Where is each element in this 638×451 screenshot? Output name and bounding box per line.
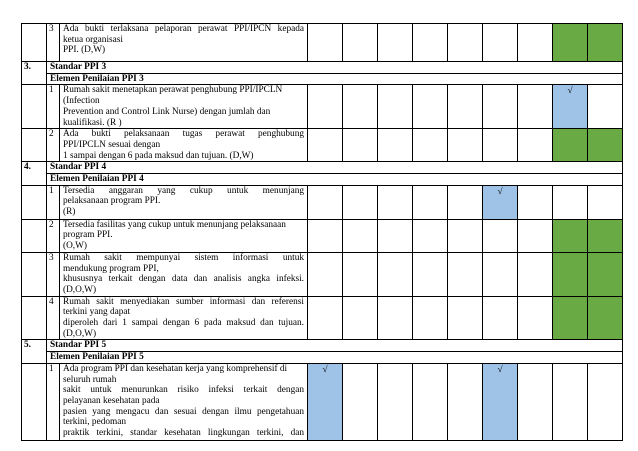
table-row [22,219,623,252]
table-row [22,363,623,440]
item-description: Rumah sakit menetapkan perawat penghubung PPI/IPCLN (Infection Prevention and Control Link Nurse) dengan jumlah dan kualifikasi. (R ) [60,85,308,129]
score-cell-green [588,296,623,340]
section-number-cell [22,24,47,62]
section-subtitle: Elemen Penilaian PPI 5 [47,352,623,364]
item-number: 3 [47,24,60,62]
section-title: Standar PPI 5 [47,340,623,352]
section-subtitle-row [22,73,623,85]
section-subtitle-row [22,352,623,364]
score-cell-green [553,296,588,340]
item-description: Tersedia fasilitas yang cukup untuk menunjang pelaksanaan program PPI. (O,W) [60,219,308,252]
section-subtitle: Elemen Penilaian PPI 3 [47,73,623,85]
item-number: 2 [47,129,60,162]
score-cell-green [553,24,588,62]
item-description: Tersedia anggaran yang cukup untuk menunjang pelaksanaan program PPI. (R) [60,185,308,219]
item-description: Rumah sakit menyediakan sumber informasi dan referensi terkini yang dapat diperoleh dari 1 sampai dengan 6 pada maksud dan tujuan. (D,O,W) [60,296,308,340]
table-row [22,185,623,219]
section-row [22,162,623,174]
check-mark: √ [483,363,518,440]
item-description: Ada bukti pelaksanaan tugas perawat penghubung PPI/IPCLN sesuai dengan 1 sampai dengan 6 pada maksud dan tujuan. (D,W) [60,129,308,162]
table-row [22,129,623,162]
item-description: Rumah sakit mempunyai sistem informasi untuk mendukung program PPI, khususnya terkait dengan data dan analisis angka infeksi. (D,O,W) [60,252,308,296]
assessment-table [21,23,623,441]
item-description: Ada program PPI dan kesehatan kerja yang komprehensif di seluruh rumah sakit untuk menurunkan risiko infeksi terkait dengan pelayanan kesehatan pada pasien yang mengacu dan sesuai dengan ilmu pengetahuan terkini, pedoman praktik terkini, standar kesehatan lingkungan terkini, dan [60,363,308,440]
check-mark: √ [553,85,588,129]
section-row [22,62,623,74]
table-row [22,252,623,296]
item-number: 1 [47,185,60,219]
item-number: 2 [47,219,60,252]
item-number: 4 [47,296,60,340]
section-title: Standar PPI 3 [47,62,623,74]
table-row [22,296,623,340]
section-number: 3. [22,62,47,85]
score-cell-green [588,252,623,296]
section-subtitle: Elemen Penilaian PPI 4 [47,174,623,186]
table-row [22,85,623,129]
table-row [22,24,623,62]
item-number: 1 [47,85,60,129]
check-mark: √ [308,363,343,440]
score-cell-green [588,24,623,62]
score-cell-green [588,219,623,252]
item-number: 1 [47,363,60,440]
score-cell-green [588,129,623,162]
section-row [22,340,623,352]
score-cell-green [553,129,588,162]
score-cell-green [553,219,588,252]
item-description: Ada bukti terlaksana pelaporan perawat PPI/IPCN kepada ketua organisasi PPI. (D,W) [60,24,308,62]
section-subtitle-row [22,174,623,186]
section-number: 5. [22,340,47,363]
score-cell-green [553,252,588,296]
section-number: 4. [22,162,47,185]
section-title: Standar PPI 4 [47,162,623,174]
item-number: 3 [47,252,60,296]
check-mark: √ [483,185,518,219]
